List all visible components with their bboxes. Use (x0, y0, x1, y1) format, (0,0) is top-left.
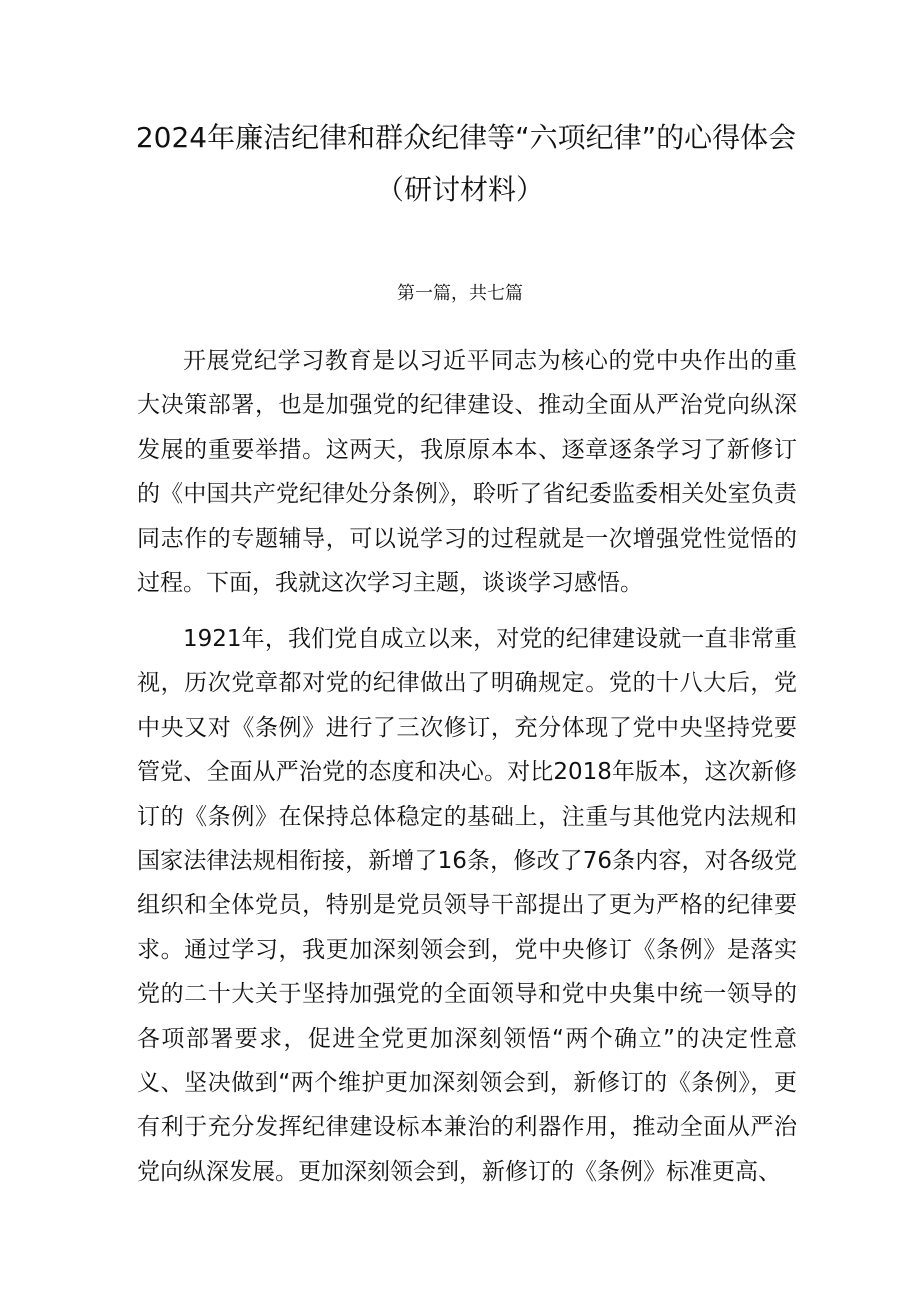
paragraph-2: 1921年，我们党自成立以来，对党的纪律建设就一直非常重视，历次党章都对党的纪律做出了明确规定。党的十八大后，党中央又对《条例》进行了三次修订，充分体现了党中央坚持党要管党、全面从严治党的态度和决心。对比2018年版本，这次新修订的《条例》在保持总体稳定的基础上，注重与其他党内法规和国家法律法规相衔接，新增了16条，修改了76条内容，对各级党组织和全体党员，特别是党员领导干部提出了更为严格的纪律要求。通过学习，我更加深刻领会到，党中央修订《条例》是落实党的二十大关于坚持加强党的全面领导和党中央集中统一领导的各项部署要求，促进全党更加深刻领悟“两个确立”的决定性意义、坚决做到“两个维护更加深刻领会到，新修订的《条例》，更有利于充分发挥纪律建设标本兼治的利器作用，推动全面从严治党向纵深发展。更加深刻领会到，新修订的《条例》标准更高、 (137, 626, 797, 1185)
part-label: 第一篇，共七篇 (397, 283, 523, 304)
document-title: 2024年廉洁纪律和群众纪律等“六项纪律”的心得体会 (135, 121, 797, 154)
paragraph-1: 开展党纪学习教育是以习近平同志为核心的党中央作出的重大决策部署，也是加强党的纪律建设、推动全面从严治党向纵深发展的重要举措。这两天，我原原本本、逐章逐条学习了新修订的《中国共产党纪律处分条例》，聆听了省纪委监委相关处室负责同志作的专题辅导，可以说学习的过程就是一次增强党性觉悟的过程。下面，我就这次学习主题，谈谈学习感悟。 (137, 348, 797, 597)
document-title-subtitle: （研讨材料） (375, 173, 544, 206)
